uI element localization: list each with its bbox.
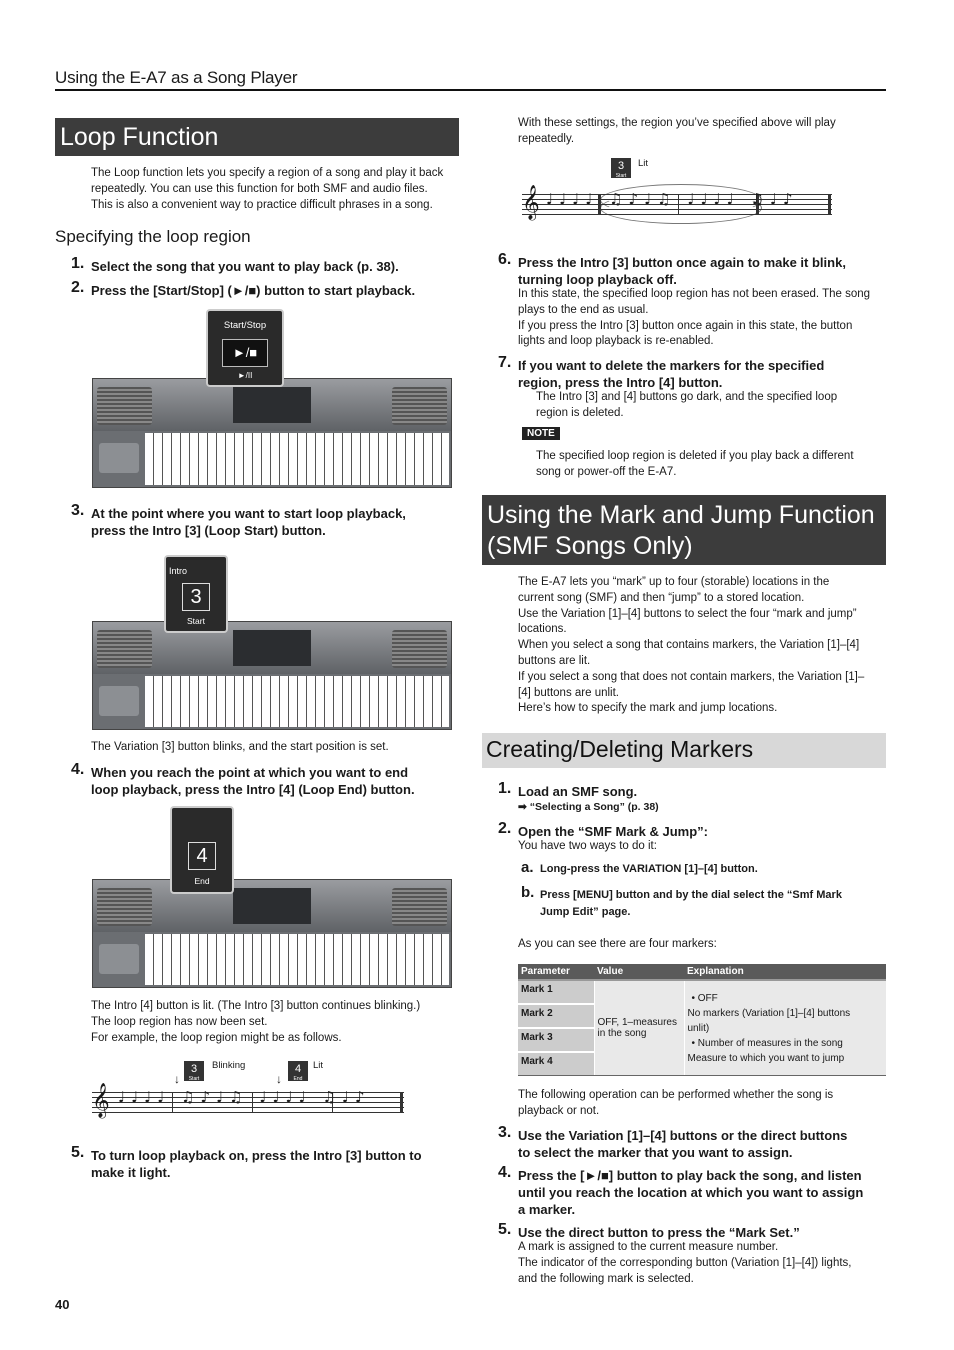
- keyboard-keys: [145, 433, 449, 485]
- notes-icon: ♩♩♩♩ ♫♪♩♫ ♩♩♩♩ ♫♩♪: [118, 1088, 371, 1106]
- arrow-down-icon: ↓: [174, 1072, 180, 1086]
- btn-3-icon: 3 Start: [184, 1061, 204, 1081]
- btn-3-icon: 3 Start: [611, 158, 631, 178]
- keyboard-image-1: [92, 378, 452, 488]
- loop-function-title: Loop Function: [60, 123, 219, 151]
- pitch-wheel: [99, 443, 139, 473]
- marker-step-1-ref[interactable]: ➡ “Selecting a Song” (p. 38): [518, 801, 659, 813]
- variation-blinks-text: The Variation [3] button blinks, and the start position is set.: [91, 741, 389, 753]
- btn-4-icon: 4 End: [288, 1061, 308, 1081]
- mark-jump-title: Using the Mark and Jump Function (SMF Songs Only): [487, 501, 875, 560]
- marker-step-2-body: You have two ways to do it:: [518, 840, 657, 852]
- step-6-body: In this state, the specified loop region has not been erased. The song plays to the end as usual. If you press the Intro [3] button once again in this state, the button lights and loop playback is re-enabled.: [518, 288, 871, 348]
- table-row-mark-1: Mark 1: [518, 980, 594, 1004]
- marker-step-2b: b. Press [MENU] button and by the dial select the “Smf Mark Jump Edit” page.: [521, 884, 842, 918]
- table-row-mark-4: Mark 4: [518, 1052, 594, 1075]
- intro-3-button: 3: [182, 583, 210, 611]
- following-op-text: The following operation can be performed whether the song is playback or not.: [518, 1089, 834, 1117]
- section-header: Using the E-A7 as a Song Player: [55, 68, 298, 87]
- marker-step-2: 2. Open the “SMF Mark & Jump”:: [498, 820, 708, 839]
- header-rule: [55, 89, 886, 91]
- loop-function-title-bar: [55, 118, 459, 156]
- subhead-specifying: Specifying the loop region: [55, 227, 251, 246]
- callout-intro-4: 4 End: [170, 806, 234, 894]
- display-panel: [233, 387, 311, 423]
- step-7: 7. If you want to delete the markers for the specified region, press the Intro [4] button.: [498, 354, 825, 390]
- step-3: 3. At the point where you want to start loop playback, press the Intro [3] (Loop Start) button.: [71, 502, 406, 538]
- markers-title-bar: [482, 733, 886, 768]
- speaker-grill-right: [392, 387, 447, 425]
- marker-step-3: 3. Use the Variation [1]–[4] buttons or the direct buttons to select the marker that you want to assign.: [498, 1124, 848, 1160]
- marker-parameter-table: Parameter Value Explanation Mark 1 OFF, 1–measures in the song • OFF No markers (Variation [1]–[4] buttons unlit) • Number of measures in the song Measure to which you want to jump Mark 2 Mark 3 Mark 4: [518, 964, 886, 1076]
- table-row-mark-3: Mark 3: [518, 1028, 594, 1052]
- callout-intro-3: Intro 3 Start: [164, 555, 228, 633]
- marker-step-5-body: A mark is assigned to the current measure number. The indicator of the corresponding button (Variation [1]–[4]) lights, and the following mark is selected.: [518, 1241, 852, 1285]
- with-settings-text: With these settings, the region you’ve specified above will play repeatedly.: [518, 117, 836, 145]
- marker-step-5: 5. Use the direct button to press the “Mark Set.”: [498, 1221, 800, 1240]
- loop-intro: The Loop function lets you specify a region of a song and play it back repeatedly. You can use this function for both SMF and audio files. This is also a convenient way to practice difficult phrases in a song.: [91, 167, 444, 211]
- mark-jump-title-bar: [482, 495, 886, 565]
- four-markers-text: As you can see there are four markers:: [518, 938, 717, 950]
- treble-clef-icon: 𝄞: [92, 1083, 110, 1118]
- marker-step-2a: a. Long-press the VARIATION [1]–[4] button.: [521, 859, 758, 876]
- callout-start-stop: Start/Stop ►/■ ►/II: [206, 309, 284, 387]
- arrow-down-icon: ↓: [276, 1072, 282, 1086]
- step-4: 4. When you reach the point at which you want to end loop playback, press the Intro [4] (Loop End) button.: [71, 761, 415, 797]
- treble-clef-icon: 𝄞: [522, 185, 540, 220]
- marker-step-4: 4. Press the [►/■] button to play back the song, and listen until you reach the location at which you want to assign a marker.: [498, 1164, 864, 1217]
- music-example-repeat: 3 Start Lit 𝄞 ♩♩♩♩ ♫♪♩♫ ♩♩♩♩ ♫♩♪: [522, 156, 834, 222]
- mark-jump-body: The E-A7 lets you “mark” up to four (storable) locations in the current song (SMF) and then “jump” to a stored location. Use the Variation [1]–[4] buttons to select the four “mark and jump” locations. When you select a song that contains markers, the Variation [1]–[4] buttons are lit. If you select a song that does not contain markers, the Variation [1]– [4] buttons are unlit. Here’s how to specify the mark and jump locations.: [518, 576, 865, 715]
- step-5: 5. To turn loop playback on, press the Intro [3] button to make it light.: [71, 1144, 422, 1180]
- notes-icon: ♩♩♩♩ ♫♪♩♫ ♩♩♩♩ ♫♩♪: [546, 190, 799, 208]
- play-stop-icon: ►/■: [222, 339, 268, 367]
- step-6: 6. Press the Intro [3] button once again to make it blink, turning loop playback off.: [498, 251, 846, 287]
- note-badge: NOTE: [522, 427, 560, 440]
- page-number: 40: [55, 1297, 70, 1312]
- intro-4-button: 4: [188, 842, 216, 870]
- table-row-mark-2: Mark 2: [518, 1004, 594, 1028]
- table-value-cell: OFF, 1–measures in the song: [594, 980, 684, 1075]
- step-2: 2. Press the [Start/Stop] (►/■) button to start playback.: [71, 279, 416, 298]
- music-example-loop: 3 Start Blinking 4 End Lit ↓ ↓ 𝄞 ♩♩♩♩ ♫♪♩♫ ♩♩♩♩ ♫♩♪: [92, 1058, 407, 1124]
- keyboard-image-3: [92, 879, 452, 988]
- table-explanation-cell: • OFF No markers (Variation [1]–[4] buttons unlit) • Number of measures in the song Measure to which you want to jump: [684, 980, 886, 1075]
- after-step-4-text: The Intro [4] button is lit. (The Intro [3] button continues blinking.) The loop region has now been set. For example, the loop region might be as follows.: [91, 1000, 421, 1044]
- markers-title: Creating/Deleting Markers: [486, 736, 754, 762]
- note-body: The specified loop region is deleted if you play back a different song or power-off the E-A7.: [536, 450, 854, 478]
- speaker-grill-left: [97, 387, 152, 425]
- step-7-body: The Intro [3] and [4] buttons go dark, and the specified loop region is deleted.: [536, 391, 838, 419]
- step-1: 1. Select the song that you want to play back (p. 38).: [71, 255, 399, 274]
- keyboard-image-2: [92, 621, 452, 730]
- marker-step-1: 1. Load an SMF song.: [498, 780, 638, 799]
